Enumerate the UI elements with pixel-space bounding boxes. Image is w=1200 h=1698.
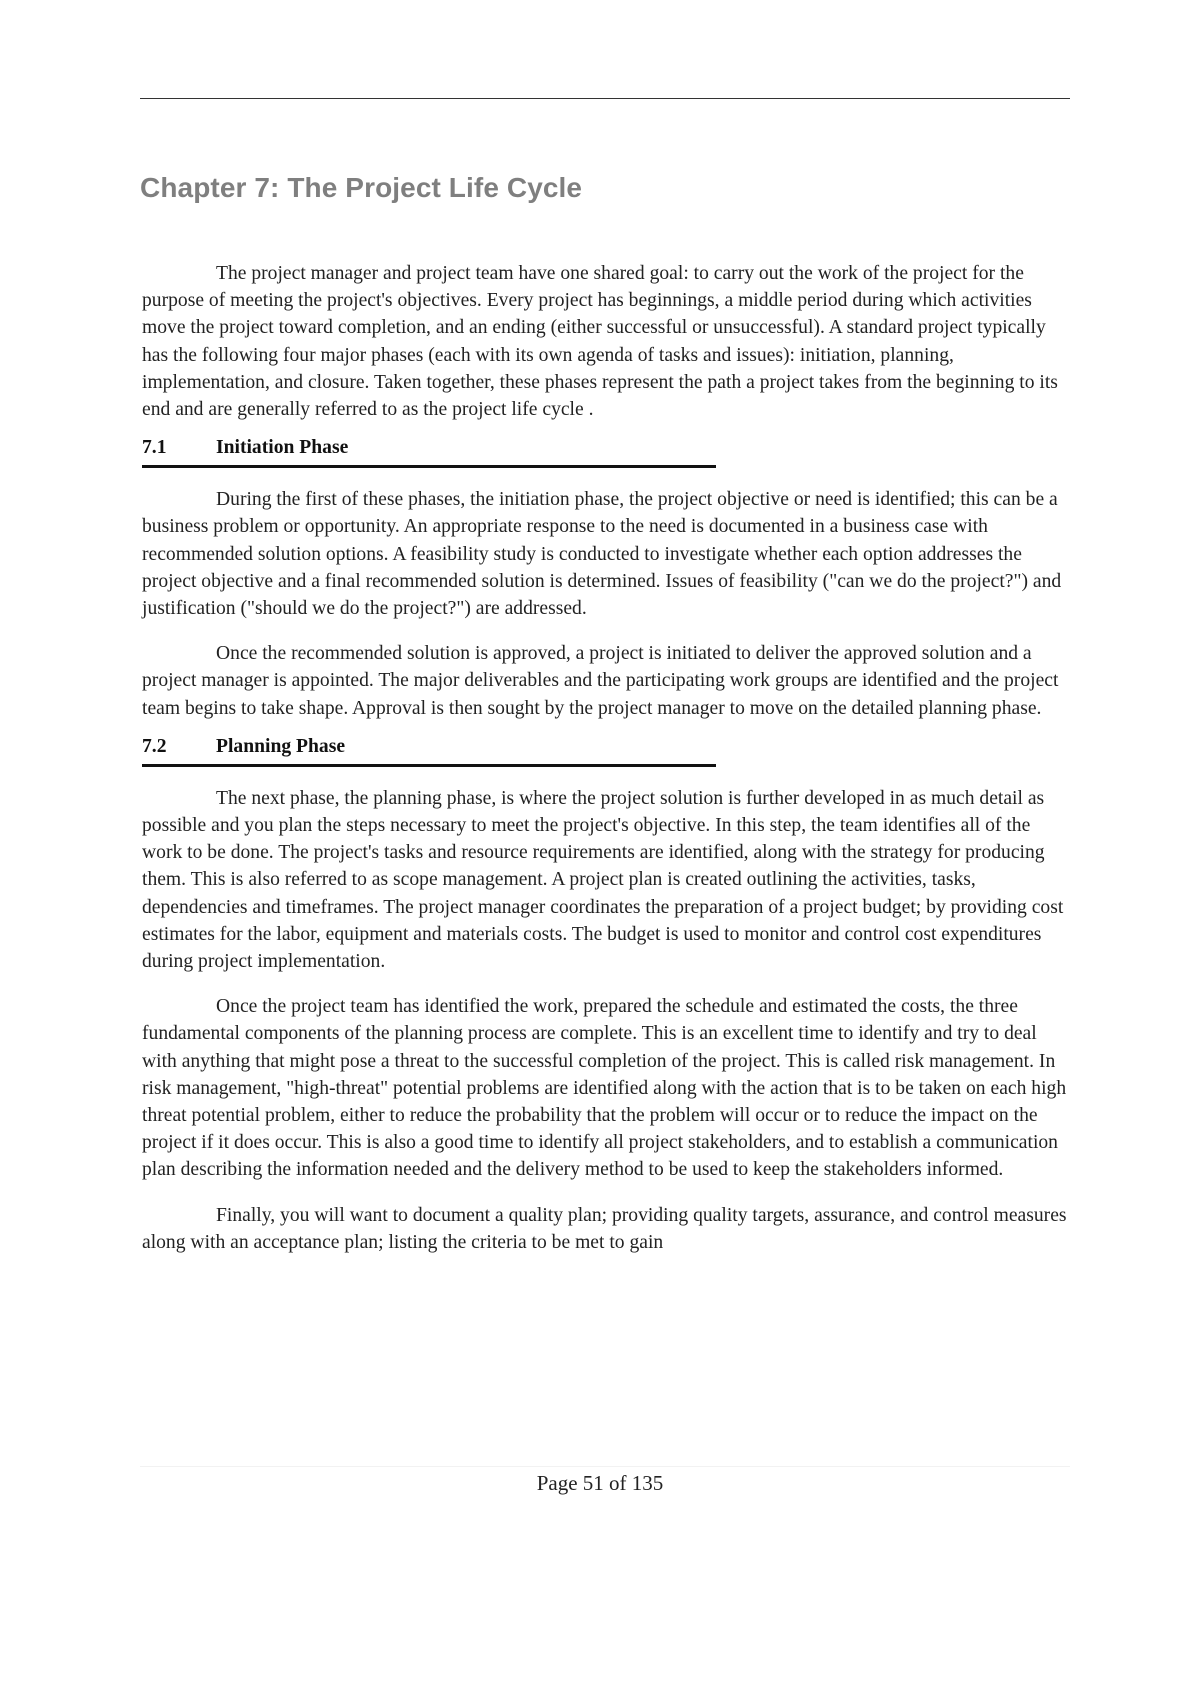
section-title: Initiation Phase bbox=[216, 437, 349, 459]
section-heading-planning bbox=[142, 734, 716, 767]
chapter-title: Chapter 7: The Project Life Cycle bbox=[140, 172, 583, 203]
section-number: 7.2 bbox=[142, 735, 167, 757]
section-number: 7.1 bbox=[142, 437, 167, 459]
intro-paragraph: The project manager and project team have one shared goal: to carry out the work of the project for the purpose of meeting the project's objectives. Every project has beginnings, a middle period during which activities move the project toward completion, and an ending (either successful or unsuccessful). A standard project typically has the following four major phases (each with its own agenda of tasks and issues): initiation, planning, implementation, and closure. Taken together, these phases represent the path a project takes from the beginning to its end and are generally referred to as the project life cycle . bbox=[142, 263, 1058, 421]
header-rule bbox=[140, 98, 1070, 99]
planning-paragraph-1: The next phase, the planning phase, is where the project solution is further developed in as much detail as possible and you plan the steps necessary to meet the project's objective. In this step, the team identifies all of the work to be done. The project's tasks and resource requirements are identified, along with the strategy for producing them. This is also referred to as scope management. A project plan is created outlining the activities, tasks, dependencies and timeframes. The project manager coordinates the preparation of a project budget; by providing cost estimates for the labor, equipment and materials costs. The budget is used to monitor and control cost expenditures during project implementation. bbox=[142, 787, 1064, 973]
initiation-paragraph-2: Once the recommended solution is approved, a project is initiated to deliver the approved solution and a project manager is appointed. The major deliverables and the participating work groups are identified and the project team begins to take shape. Approval is then sought by the project manager to move on the detailed planning phase. bbox=[142, 643, 1059, 719]
planning-paragraph-3: Finally, you will want to document a quality plan; providing quality targets, assurance, and control measures along with an acceptance plan; listing the criteria to be met to gain bbox=[142, 1204, 1067, 1253]
planning-paragraph-2: Once the project team has identified the work, prepared the schedule and estimated the costs, the three fundamental components of the planning process are complete. This is an excellent time to identify and try to deal with anything that might pose a threat to the successful completion of the project. This is called risk management. In risk management, "high-threat" potential problems are identified along with the action that is to be taken on each high threat potential problem, either to reduce the probability that the problem will occur or to reduce the impact on the project if it does occur. This is also a good time to identify all project stakeholders, and to establish a communication plan describing the information needed and the delivery method to be used to keep the stakeholders informed. bbox=[142, 996, 1067, 1181]
body-content bbox=[142, 260, 1070, 1256]
initiation-paragraph-1: During the first of these phases, the initiation phase, the project objective or need is identified; this can be a business problem or opportunity. An appropriate response to the need is documented in a business case with recommended solution options. A feasibility study is conducted to investigate whether each option addresses the project objective and a final recommended solution is determined. Issues of feasibility ("can we do the project?") and justification ("should we do the project?") are addressed. bbox=[142, 489, 1062, 620]
section-title: Planning Phase bbox=[216, 735, 346, 757]
page-number: Page 51 of 135 bbox=[536, 1471, 664, 1495]
section-heading-initiation bbox=[142, 435, 716, 468]
footer-rule bbox=[140, 1466, 1070, 1467]
